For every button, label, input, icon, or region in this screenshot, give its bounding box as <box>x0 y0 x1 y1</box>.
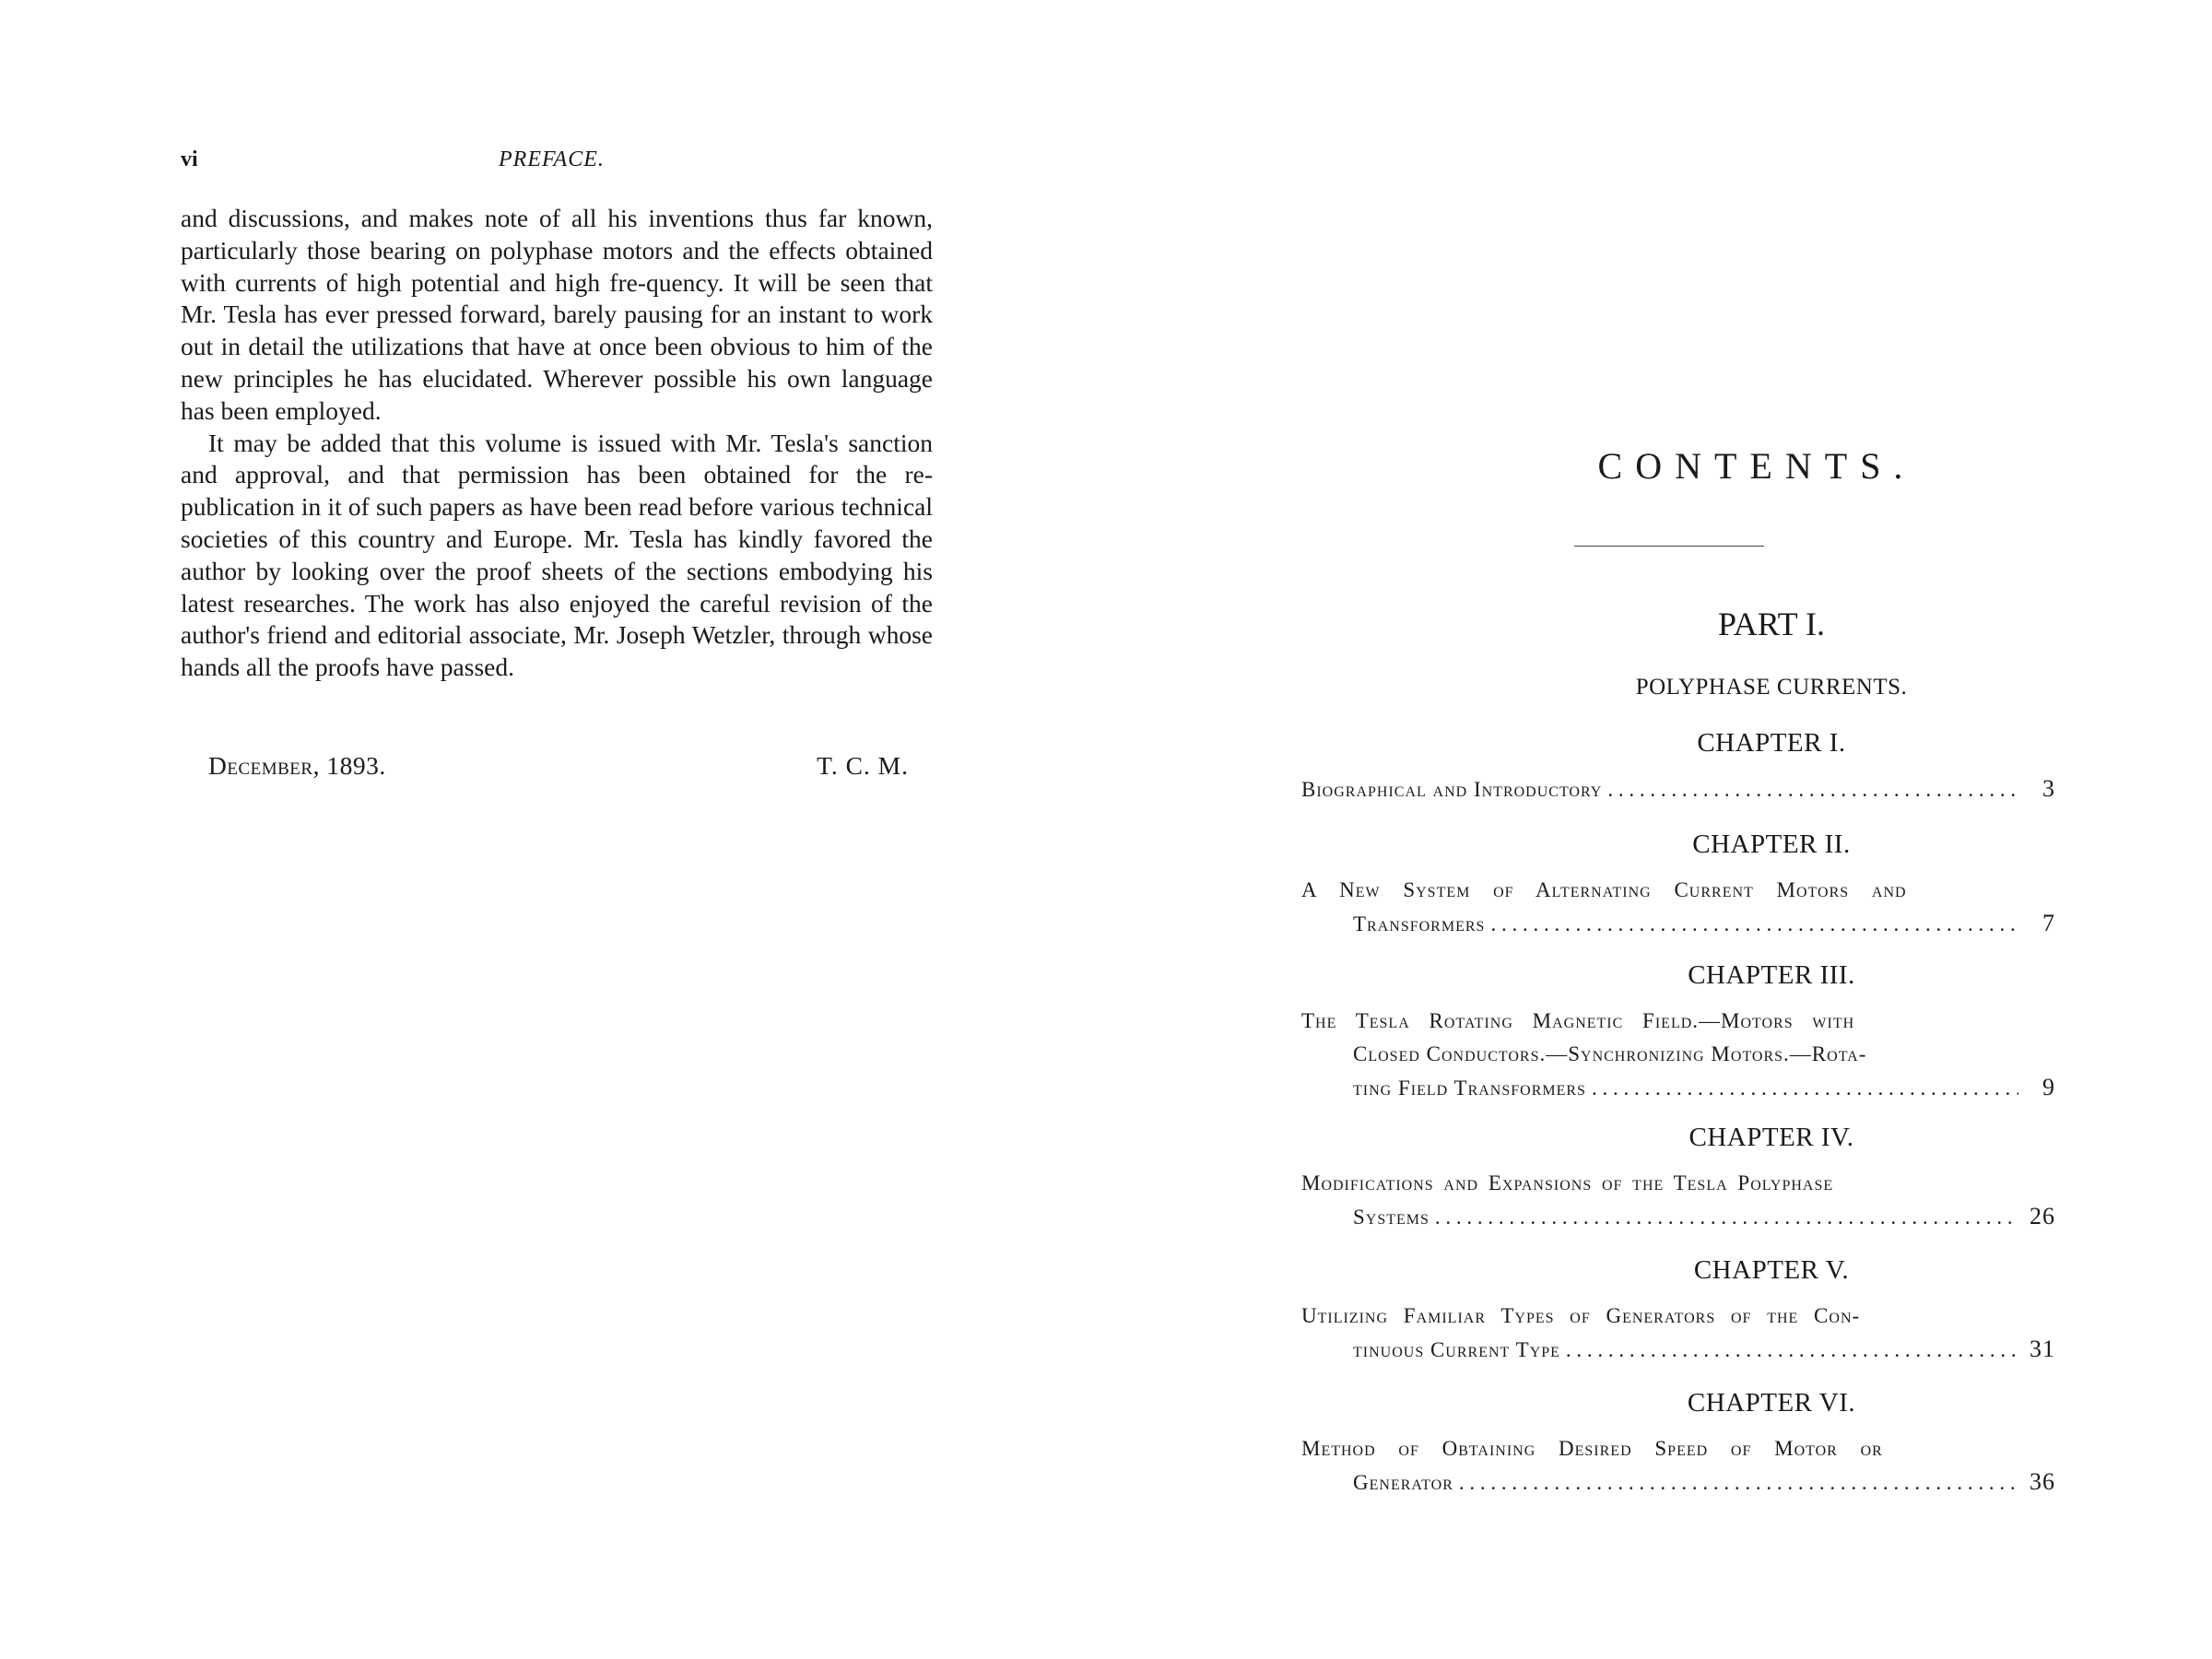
toc-entry-5-page: 31 <box>2030 1335 2055 1362</box>
chapter-heading-4: CHAPTER IV. <box>1688 1123 1854 1152</box>
dot-leader <box>1459 1466 2018 1500</box>
chapter-heading-5: CHAPTER V. <box>1693 1255 1850 1285</box>
dot-leader <box>1435 1201 2018 1234</box>
toc-entry-2-line-2: Transformers <box>1353 912 1486 935</box>
title-rule <box>1574 546 1764 547</box>
toc-entry-3-line-3: ting Field Transformers <box>1353 1077 1586 1100</box>
preface-paragraph-2: It may be added that this volume is issued with Mr. Tesla's sanction and approval, and that permission has been obtained for the re-publication in it of such papers as have been read before various technical societies of this country and Europe. Mr. Tesla has kindly favored the author by looking over the proof sheets of the sections embodying his latest researches. The work has also enjoyed the careful revision of the author's friend and editorial associate, Mr. Joseph Wetzler, through whose hands all the proofs have passed. <box>181 428 933 682</box>
author-initials: T. C. M. <box>817 751 909 780</box>
toc-entry-2[interactable] <box>1301 874 2055 940</box>
dot-leader <box>1592 1072 2018 1105</box>
running-title: PREFACE. <box>499 147 605 171</box>
dot-leader <box>1490 908 2018 941</box>
chapter-heading-2: CHAPTER II. <box>1692 830 1851 859</box>
toc-entry-1-line-1: Biographical and Introductory <box>1301 778 1603 801</box>
dot-leader <box>1566 1334 2018 1367</box>
toc-entry-5[interactable] <box>1301 1300 2055 1366</box>
contents-title: CONTENTS. <box>1597 445 1916 487</box>
toc-entry-5-line-2: tinuous Current Type <box>1353 1338 1560 1361</box>
running-head <box>181 147 933 177</box>
preface-paragraph-1: and discussions, and makes note of all his inventions thus far known, particularly those bearing on polyphase motors and the effects obtained with currents of high potential and high fre-quency. It will be seen that Mr. Tesla has ever pressed forward, barely pausing for an instant to work out in detail the utilizations that have at once been obvious to him of the new principles he has elucidated. Wherever possible his own language has been employed. <box>181 204 933 425</box>
part-subheading: POLYPHASE CURRENTS. <box>1635 675 1908 700</box>
toc-entry-3-page: 9 <box>2042 1074 2055 1100</box>
toc-entry-2-line-1: A New System of Alternating Current Motors and <box>1301 878 1907 901</box>
toc-entry-4-line-2: Systems <box>1353 1206 1430 1229</box>
toc-entry-6-page: 36 <box>2030 1468 2055 1495</box>
page-folio: vi <box>181 147 198 171</box>
toc-entry-5-line-1: Utilizing Familiar Types of Generators of the Con- <box>1301 1304 1861 1327</box>
preface-date: December, 1893. <box>208 751 386 780</box>
toc-entry-3-line-1: The Tesla Rotating Magnetic Field.—Motors with <box>1301 1009 1855 1032</box>
part-heading: PART I. <box>1718 606 1825 642</box>
toc-entry-4-line-1: Modifications and Expansions of the Tesla Polyphase <box>1301 1171 1834 1194</box>
chapter-heading-1: CHAPTER I. <box>1697 728 1846 758</box>
toc-entry-1[interactable] <box>1301 772 2055 806</box>
right-page <box>1106 0 2212 1659</box>
toc-entry-3-line-2: Closed Conductors.—Synchronizing Motors.—Rota- <box>1353 1042 1867 1065</box>
dot-leader <box>1607 773 2018 806</box>
toc-entry-1-page: 3 <box>2042 775 2055 802</box>
toc-entry-2-page: 7 <box>2042 910 2055 936</box>
toc-entry-6[interactable] <box>1301 1432 2055 1499</box>
preface-body <box>181 203 933 684</box>
toc-entry-6-line-2: Generator <box>1353 1471 1453 1494</box>
toc-entry-4[interactable] <box>1301 1167 2055 1233</box>
toc-entry-3[interactable] <box>1301 1005 2055 1104</box>
toc-entry-4-page: 26 <box>2030 1203 2055 1230</box>
toc-entry-6-line-1: Method of Obtaining Desired Speed of Motor or <box>1301 1437 1883 1460</box>
chapter-heading-3: CHAPTER III. <box>1688 960 1855 990</box>
chapter-heading-6: CHAPTER VI. <box>1687 1388 1856 1418</box>
